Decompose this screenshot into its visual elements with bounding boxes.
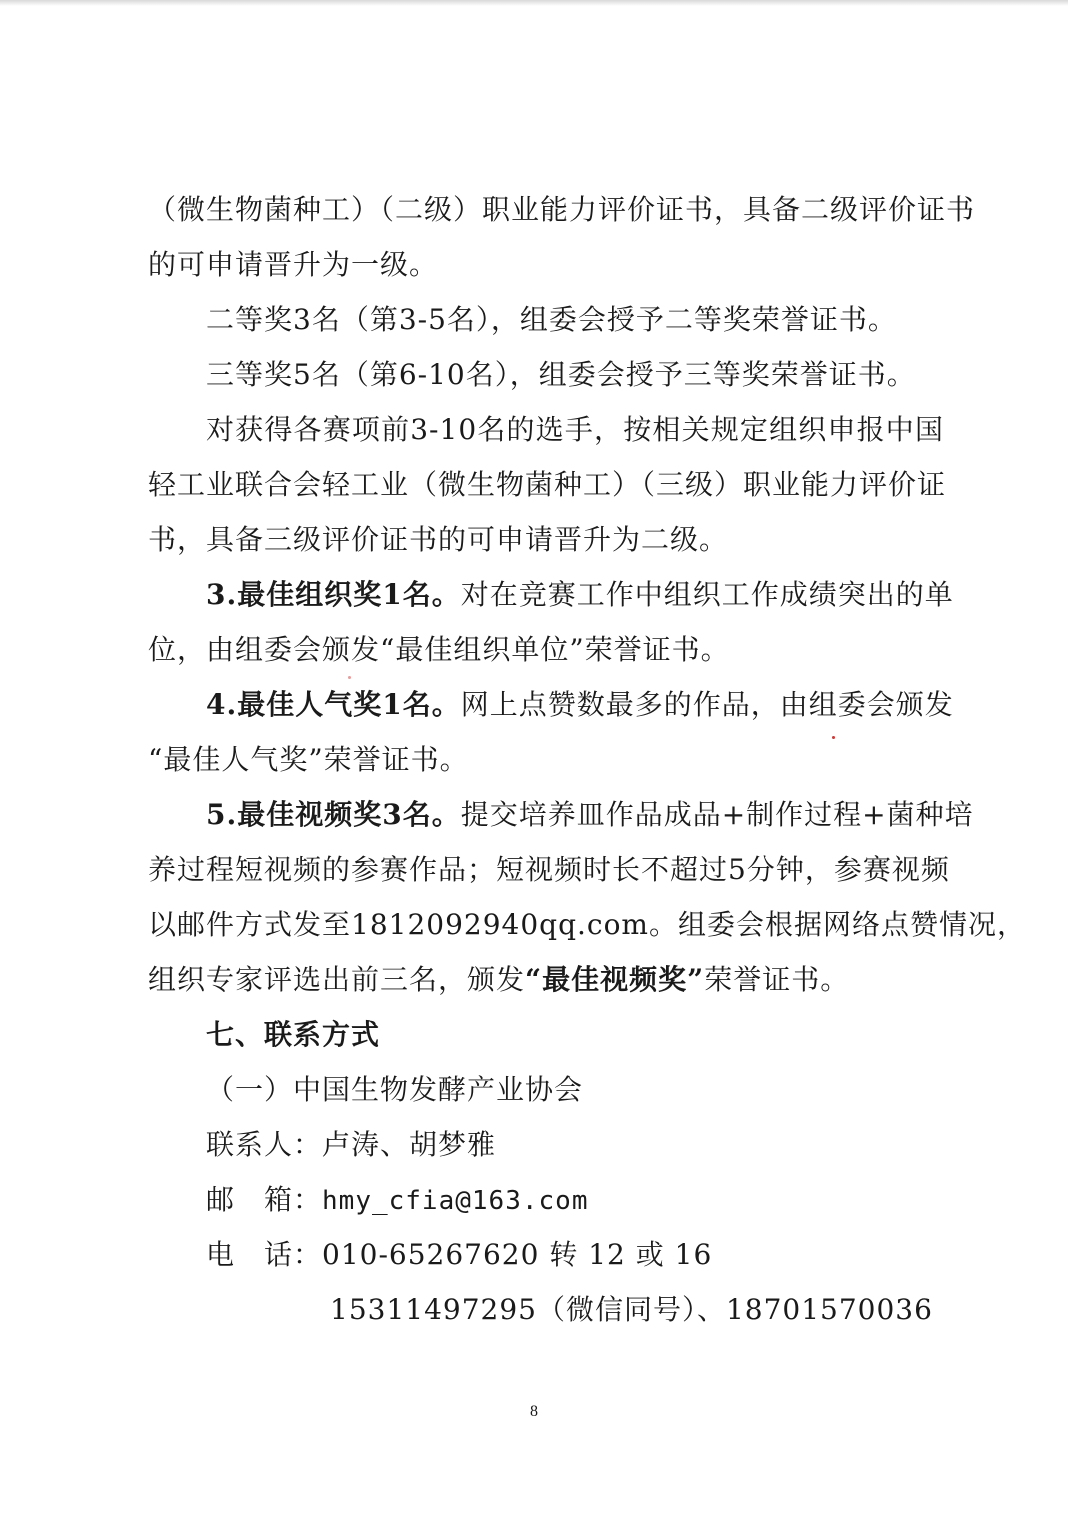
paragraph-best-popularity-line1 <box>0 685 954 725</box>
paragraph-best-video-line4 <box>148 960 948 1000</box>
best-popularity-text: 网上点赞数最多的作品，由组委会颁发 <box>460 688 954 721</box>
page-number: 8 <box>530 1403 538 1420</box>
paragraph-best-organization-line2: 位，由组委会颁发“最佳组织单位”荣誉证书。 <box>148 633 730 666</box>
paragraph-best-organization-line1 <box>0 575 954 615</box>
paragraph-ranks-line2: 轻工业联合会轻工业（微生物菌种工）（三级）职业能力评价证 <box>148 468 947 501</box>
contact-person-row <box>206 1125 906 1165</box>
contact-person-value: 卢涛、胡梦雅 <box>322 1128 497 1161</box>
stamp-residue-mark <box>348 676 351 679</box>
contact-phone-label: 电 话： <box>206 1238 323 1271</box>
paragraph-cert-level2-line1: （微生物菌种工）（二级）职业能力评价证书，具备二级评价证书 <box>148 193 976 226</box>
contact-phone-value: 010-65267620 转 12 或 16 <box>322 1238 713 1271</box>
best-video-line4-text: 组织专家评选出前三名，颁发 <box>148 963 526 996</box>
paragraph-ranks-line3: 书，具备三级评价证书的可申请晋升为二级。 <box>148 523 729 556</box>
section-heading-contact: 七、联系方式 <box>206 1018 381 1051</box>
paragraph-cert-level2-line2: 的可申请晋升为一级。 <box>148 248 439 281</box>
contact-person-label: 联系人： <box>206 1128 323 1161</box>
best-video-line4-tail: 荣誉证书。 <box>704 963 850 996</box>
paragraph-second-prize: 二等奖3名（第3-5名），组委会授予二等奖荣誉证书。 <box>206 303 897 336</box>
stamp-residue-mark <box>832 736 835 739</box>
contact-email-label: 邮 箱： <box>206 1183 323 1216</box>
paragraph-ranks-line1: 对获得各赛项前3-10名的选手，按相关规定组织申报中国 <box>206 413 944 446</box>
best-organization-heading: 3.最佳组织奖1名。 <box>206 578 461 611</box>
best-popularity-heading: 4.最佳人气奖1名。 <box>206 688 461 721</box>
scan-top-edge <box>0 0 1068 6</box>
contact-email-row <box>206 1180 906 1220</box>
best-video-text: 提交培养皿作品成品+制作过程+菌种培 <box>460 798 974 831</box>
contact-phone-row-2: 15311497295（微信同号）、18701570036 <box>330 1293 933 1326</box>
paragraph-best-popularity-line2: “最佳人气奖”荣誉证书。 <box>148 743 469 776</box>
best-video-heading: 5.最佳视频奖3名。 <box>206 798 461 831</box>
best-video-award-name: “最佳视频奖” <box>525 963 705 996</box>
contact-phone-row <box>206 1235 966 1275</box>
paragraph-best-video-line2: 养过程短视频的参赛作品；短视频时长不超过5分钟，参赛视频 <box>148 853 950 886</box>
best-organization-text: 对在竞赛工作中组织工作成绩突出的单 <box>460 578 954 611</box>
paragraph-third-prize: 三等奖5名（第6-10名），组委会授予三等奖荣誉证书。 <box>206 358 916 391</box>
contact-organization: （一）中国生物发酵产业协会 <box>206 1073 584 1106</box>
contact-email-value: hmy_cfia@163.com <box>322 1186 589 1216</box>
paragraph-best-video-line3: 以邮件方式发至1812092940qq.com。组委会根据网络点赞情况， <box>148 908 1026 941</box>
paragraph-best-video-line1 <box>0 795 974 835</box>
